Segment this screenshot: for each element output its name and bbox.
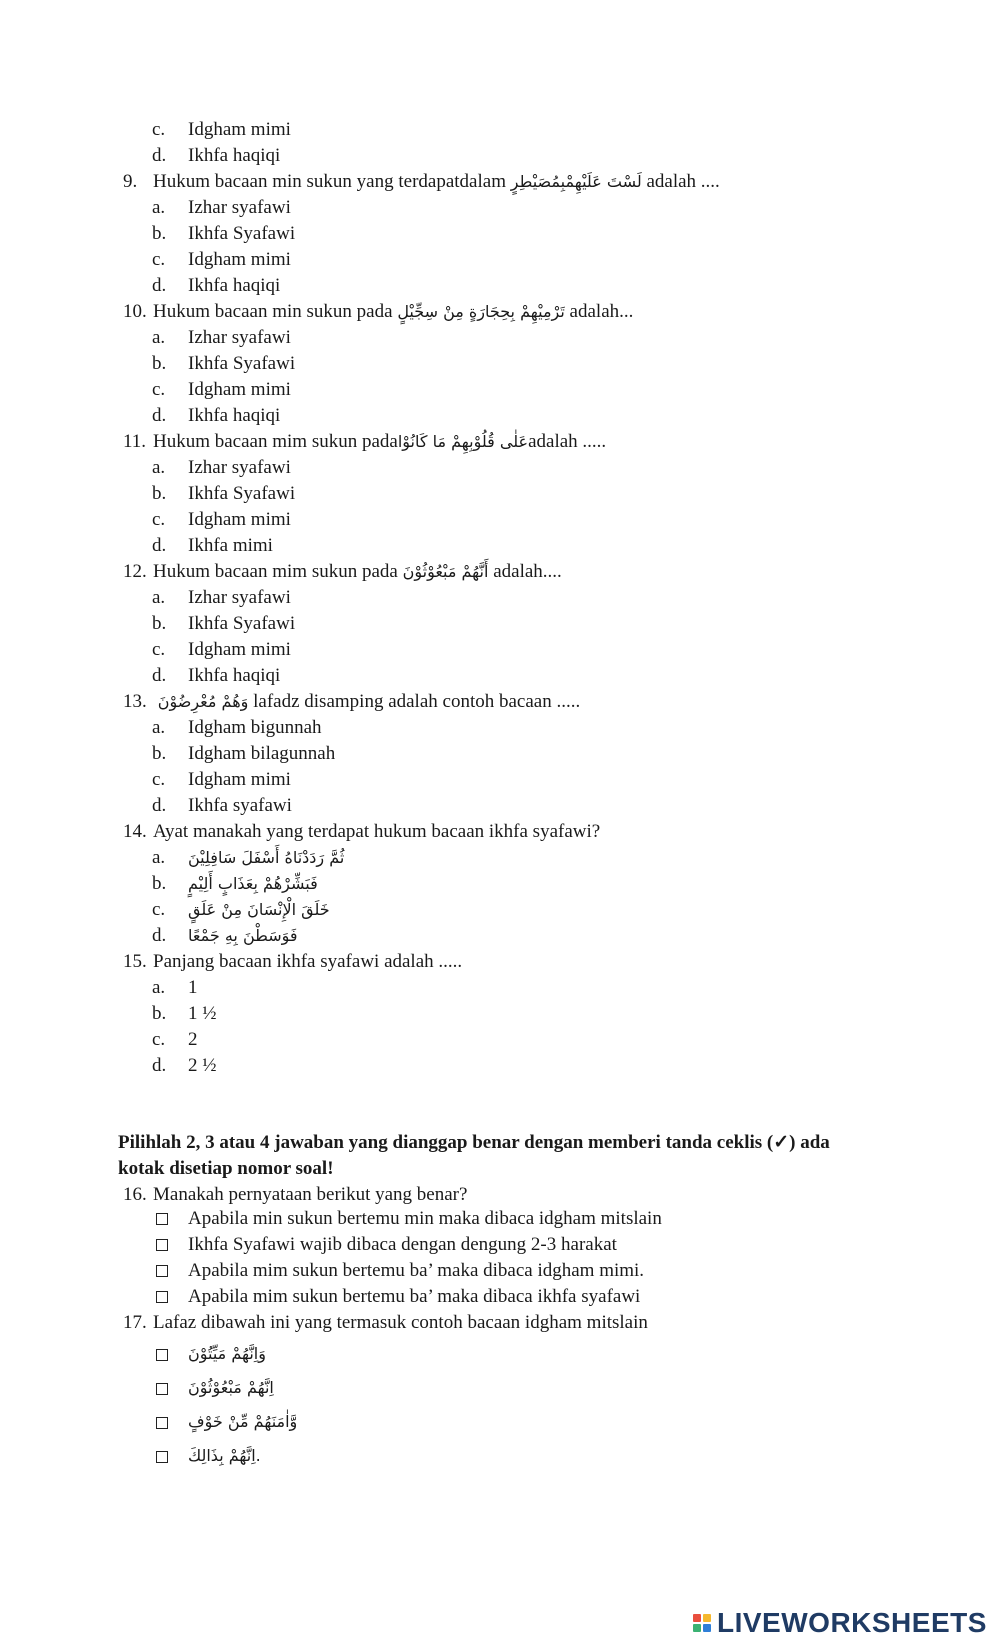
arabic-text: عَلٰى قُلُوْبِهِمْ مَا كَانُوْا	[397, 432, 529, 451]
arabic-text: .اِنَّهُمْ بِذَالِكَ	[188, 1446, 261, 1465]
logo-icon	[693, 1614, 711, 1632]
arabic-text: اِنَّهُمْ مَبْعُوْثُوْنَ	[188, 1378, 274, 1397]
answer-checkbox[interactable]	[156, 1417, 168, 1429]
answer-checkbox[interactable]	[156, 1265, 168, 1277]
question-14: 14. Ayat manakah yang terdapat hukum bacaan ikhfa syafawi?	[123, 821, 601, 842]
answer-checkbox[interactable]	[156, 1239, 168, 1251]
question-10: 10. Hukum bacaan min sukun pada تَرْمِيْهِمْ بِحِجَارَةٍ مِنْ سِجِّيْلٍ adalah...	[123, 301, 634, 322]
question-15: 15. Panjang bacaan ikhfa syafawi adalah .....	[123, 951, 463, 972]
arabic-text: ثُمَّ رَدَدْنَاهُ أَسْفَلَ سَافِلِيْنَ	[188, 848, 345, 867]
arabic-text: فَبَشِّرْهُمْ بِعَذَابٍ أَلِيْمٍ	[188, 874, 318, 893]
question-12: 12. Hukum bacaan mim sukun pada أَنَّهُمْ مَبْعُوْثُوْنَ adalah....	[123, 561, 562, 582]
question-16: 16. Manakah pernyataan berikut yang benar?	[123, 1184, 468, 1205]
liveworksheets-logo	[693, 1608, 987, 1638]
arabic-text: أَنَّهُمْ مَبْعُوْثُوْنَ	[402, 562, 489, 581]
arabic-text: فَوَسَطْنَ بِهِ جَمْعًا	[188, 926, 298, 945]
arabic-text: خَلَقَ الْإِنْسَانَ مِنْ عَلَقٍ	[188, 900, 330, 919]
arabic-text: وَّاٰمَنَهُمْ مِّنْ خَوْفٍ	[188, 1412, 298, 1431]
answer-checkbox[interactable]	[156, 1451, 168, 1463]
logo-text: LIVEWORKSHEETS	[717, 1607, 987, 1638]
answer-checkbox[interactable]	[156, 1213, 168, 1225]
worksheet-page: c. Idgham mimi d. Ikhfa haqiqi 9. Hukum bacaan min sukun yang terdapatdalam لَسْتَ عَلَيْهِمْبِمُصَيْطِرٍ adalah .... a. Izhar syafawi b. Ikhfa Syafawi c. Idgham mimi d. Ikhfa haqiqi 10. Hukum bacaan min sukun pada تَرْمِيْهِمْ بِحِجَارَةٍ مِنْ سِجِّيْلٍ adalah... a. Izhar syafawi b. Ikhfa Syafawi c. Idgham mimi d. Ikhfa haqiqi 11. Hukum bacaan mim sukun padaعَلٰى قُلُوْبِهِمْ مَا كَانُوْاadalah ..... a. Izhar syafawi b. Ikhfa Syafawi c. Idgham mimi d. Ikhfa mimi 12. Hukum bacaan mim sukun pada أَنَّهُمْ مَبْعُوْثُوْنَ adalah.... a. Izhar syafawi b. Ikhfa Syafawi c. Idgham mimi d. Ikhfa haqiqi 13. وَهُمْ مُعْرِضُوْنَ lafadz disamping adalah contoh bacaan ..... a. Idgham bigunnah b. Idgham bilagunnah c. Idgham mimi d. Ikhfa syafawi 14. Ayat manakah yang terdapat hukum bacaan ikhfa syafawi? a. ثُمَّ رَدَدْنَاهُ أَسْفَلَ سَافِلِيْنَ b. فَبَشِّرْهُمْ بِعَذَابٍ أَلِيْمٍ c. خَلَقَ الْإِنْسَانَ مِنْ عَلَقٍ d. فَوَسَطْنَ بِهِ جَمْعًا 15. Panjang bacaan ikhfa syafawi adalah ..... a. 1 b. 1 ½ c. 2 d. 2 ½ Pilihlah 2, 3 atau 4 jawaban yang dianggap benar dengan memberi tanda ceklis (✓) ada kotak disetiap nomor soal! 16. Manakah pernyataan berikut yang benar? Apabila min sukun bertemu min maka dibaca idgham mitslain Ikhfa Syafawi wajib dibaca dengan dengung 2-3 harakat Apabila mim sukun bertemu ba’ maka dibaca idgham mimi. Apabila mim sukun bertemu ba’ maka dibaca ikhfa syafawi 17. Lafaz dibawah ini yang termasuk contoh bacaan idgham mitslain وَاِنَّهُمْ مَيِّتُوْنَ اِنَّهُمْ مَبْعُوْثُوْنَ وَّاٰمَنَهُمْ مِّنْ خَوْفٍ .اِنَّهُمْ بِذَالِكَ LIVEWORKSHEETS	[118, 119, 987, 1638]
question-13: 13. وَهُمْ مُعْرِضُوْنَ lafadz disamping adalah contoh bacaan .....	[123, 691, 581, 712]
question-11: 11. Hukum bacaan mim sukun padaعَلٰى قُلُوْبِهِمْ مَا كَانُوْاadalah .....	[123, 431, 607, 452]
answer-checkbox[interactable]	[156, 1349, 168, 1361]
question-9: 9. Hukum bacaan min sukun yang terdapatdalam لَسْتَ عَلَيْهِمْبِمُصَيْطِرٍ adalah ....	[123, 171, 720, 192]
arabic-text: وَاِنَّهُمْ مَيِّتُوْنَ	[188, 1344, 266, 1363]
section-instruction: Pilihlah 2, 3 atau 4 jawaban yang dianggap benar dengan memberi tanda ceklis (✓) ada kotak disetiap nomor soal!	[118, 1132, 830, 1179]
answer-checkbox[interactable]	[156, 1383, 168, 1395]
arabic-text: وَهُمْ مُعْرِضُوْنَ	[157, 692, 249, 711]
arabic-text: لَسْتَ عَلَيْهِمْبِمُصَيْطِرٍ	[510, 172, 642, 191]
answer-checkbox[interactable]	[156, 1291, 168, 1303]
question-17: 17. Lafaz dibawah ini yang termasuk contoh bacaan idgham mitslain	[123, 1312, 648, 1333]
arabic-text: تَرْمِيْهِمْ بِحِجَارَةٍ مِنْ سِجِّيْلٍ	[397, 302, 565, 321]
